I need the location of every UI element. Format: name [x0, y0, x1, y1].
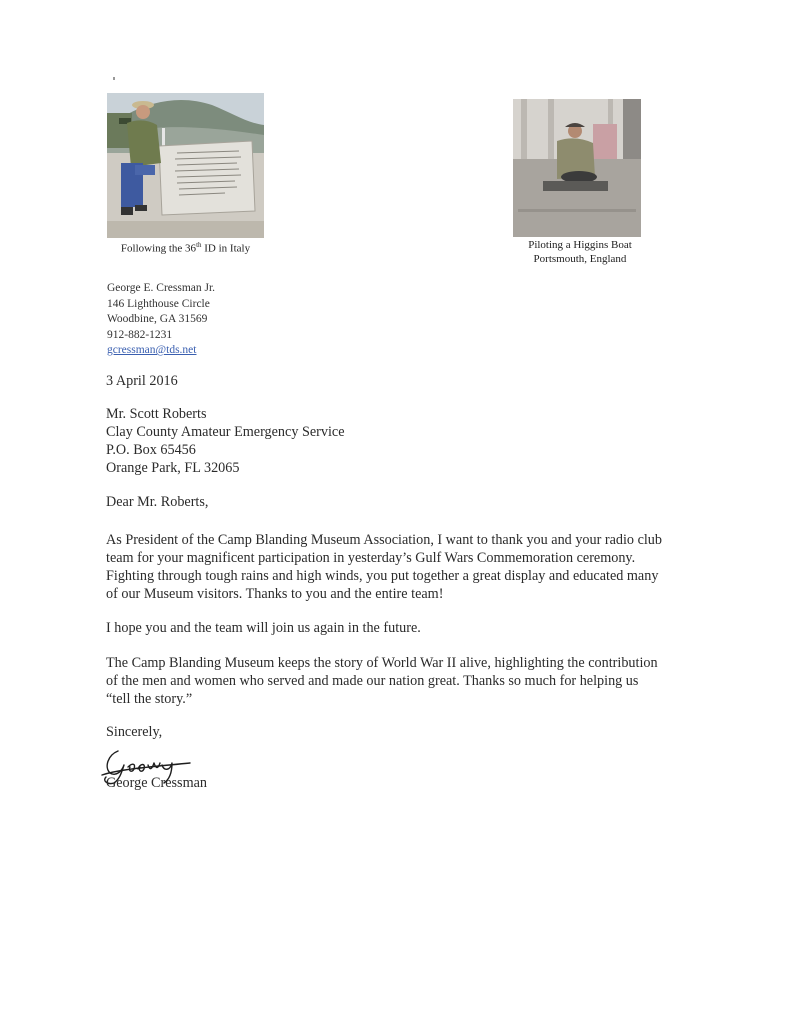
photo-higgins-boat [513, 99, 641, 237]
sender-name: George E. Cressman Jr. [107, 282, 216, 294]
sender-address [107, 281, 215, 359]
paragraph-thanks: As President of the Camp Blanding Museum Association, I want to thank you and your radio club team for your magnificent participation in yesterday’s Gulf Wars Commemoration ceremony. Fighting through tough rains and high winds, you put together a great display and educated many of our Museum visitors. Thanks to you and the entire team! [106, 532, 662, 602]
photo-italy-monument [107, 93, 264, 238]
sender-phone: 912-882-1231 [107, 328, 173, 341]
paragraph-invite: I hope you and the team will join us again in the future. [106, 620, 421, 636]
salutation: Dear Mr. Roberts, [106, 494, 209, 510]
signer-printed-name: George Cressman [106, 775, 207, 791]
photo-higgins-caption-line2: Portsmouth, England [533, 253, 627, 265]
sender-email-link[interactable]: gcressman@tds.net [107, 344, 197, 356]
recipient-address [106, 405, 345, 477]
paragraph-museum: The Camp Blanding Museum keeps the story of World War II alive, highlighting the contribution of the men and women who served and made our nation great. Thanks so much for helping us “tell the story.” [106, 655, 658, 707]
recipient-city: Orange Park, FL 32065 [106, 460, 240, 476]
closing: Sincerely, [106, 724, 163, 740]
sender-city: Woodbine, GA 31569 [107, 313, 208, 325]
photo-higgins-caption-line1: Piloting a Higgins Boat [528, 239, 632, 251]
recipient-box: P.O. Box 65456 [106, 442, 196, 458]
recipient-name: Mr. Scott Roberts [106, 406, 207, 422]
recipient-org: Clay County Amateur Emergency Service [106, 424, 345, 440]
photo-italy-caption: Following the 36th ID in Italy [120, 241, 251, 255]
letter-date: 3 April 2016 [106, 373, 178, 389]
sender-street: 146 Lighthouse Circle [107, 297, 210, 310]
photo-higgins-caption [500, 238, 660, 266]
scan-mark [113, 77, 115, 80]
